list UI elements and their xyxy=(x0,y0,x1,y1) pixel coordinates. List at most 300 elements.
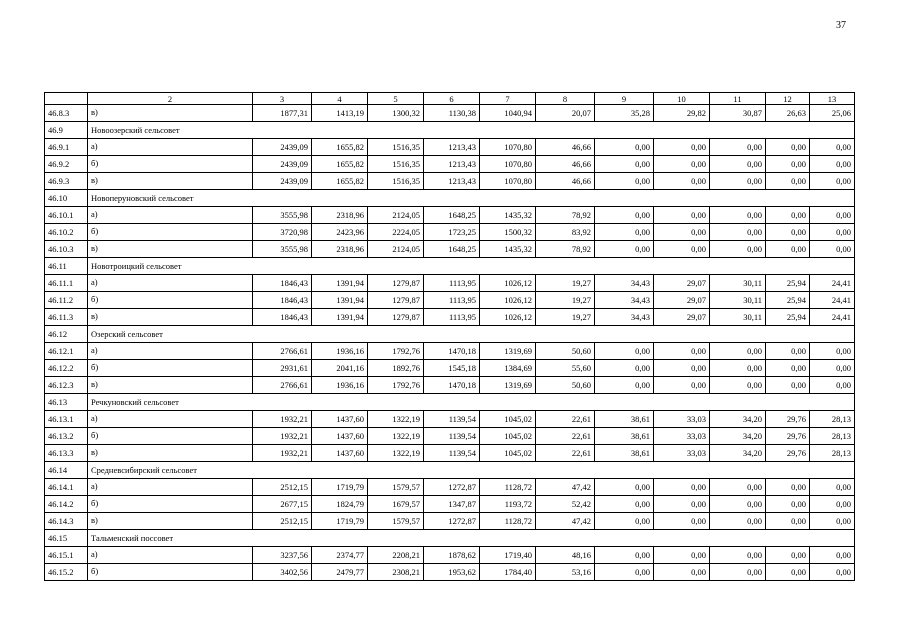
row-variant: в) xyxy=(88,241,253,258)
value-cell: 46,66 xyxy=(536,139,595,156)
row-code: 46.13.2 xyxy=(45,428,88,445)
row-variant: а) xyxy=(88,207,253,224)
value-cell: 1719,79 xyxy=(312,479,368,496)
value-cell: 1213,43 xyxy=(424,156,480,173)
column-header: 6 xyxy=(424,93,480,105)
section-title: Новоперуновский сельсовет xyxy=(88,190,855,207)
value-cell: 0,00 xyxy=(654,479,710,496)
value-cell: 1322,19 xyxy=(368,428,424,445)
table-row xyxy=(45,207,855,224)
value-cell: 25,94 xyxy=(766,275,810,292)
table-row xyxy=(45,224,855,241)
value-cell: 0,00 xyxy=(766,479,810,496)
section-title: Тальменский поссовет xyxy=(88,530,855,547)
table-header-row xyxy=(45,93,855,105)
value-cell: 0,00 xyxy=(710,207,766,224)
value-cell: 2766,61 xyxy=(253,343,312,360)
value-cell: 0,00 xyxy=(810,173,855,190)
value-cell: 1655,82 xyxy=(312,139,368,156)
table-row xyxy=(45,428,855,445)
row-variant: б) xyxy=(88,360,253,377)
value-cell: 1846,43 xyxy=(253,275,312,292)
value-cell: 33,03 xyxy=(654,445,710,462)
row-code: 46.10 xyxy=(45,190,88,207)
table-row xyxy=(45,479,855,496)
table-body xyxy=(45,93,855,581)
column-header: 9 xyxy=(595,93,654,105)
value-cell: 1391,94 xyxy=(312,309,368,326)
value-cell: 1936,16 xyxy=(312,377,368,394)
value-cell: 0,00 xyxy=(595,207,654,224)
value-cell: 53,16 xyxy=(536,564,595,581)
value-cell: 29,76 xyxy=(766,411,810,428)
row-code: 46.12.3 xyxy=(45,377,88,394)
value-cell: 0,00 xyxy=(654,377,710,394)
column-header: 3 xyxy=(253,93,312,105)
value-cell: 24,41 xyxy=(810,275,855,292)
value-cell: 0,00 xyxy=(710,564,766,581)
value-cell: 1878,62 xyxy=(424,547,480,564)
value-cell: 30,11 xyxy=(710,275,766,292)
value-cell: 2439,09 xyxy=(253,139,312,156)
value-cell: 2374,77 xyxy=(312,547,368,564)
value-cell: 0,00 xyxy=(595,513,654,530)
value-cell: 1040,94 xyxy=(480,105,536,122)
value-cell: 1824,79 xyxy=(312,496,368,513)
value-cell: 0,00 xyxy=(810,360,855,377)
row-variant: б) xyxy=(88,496,253,513)
row-code: 46.15.1 xyxy=(45,547,88,564)
column-header: 2 xyxy=(88,93,253,105)
value-cell: 47,42 xyxy=(536,479,595,496)
value-cell: 0,00 xyxy=(766,224,810,241)
row-code: 46.14.2 xyxy=(45,496,88,513)
table-row xyxy=(45,445,855,462)
row-code: 46.10.2 xyxy=(45,224,88,241)
table-row xyxy=(45,564,855,581)
value-cell: 1322,19 xyxy=(368,411,424,428)
value-cell: 0,00 xyxy=(654,173,710,190)
value-cell: 0,00 xyxy=(810,343,855,360)
value-cell: 1070,80 xyxy=(480,173,536,190)
value-cell: 35,28 xyxy=(595,105,654,122)
value-cell: 0,00 xyxy=(654,156,710,173)
value-cell: 0,00 xyxy=(654,547,710,564)
value-cell: 0,00 xyxy=(654,496,710,513)
value-cell: 1128,72 xyxy=(480,479,536,496)
section-title: Новотроицкий сельсовет xyxy=(88,258,855,275)
value-cell: 0,00 xyxy=(766,564,810,581)
value-cell: 1437,60 xyxy=(312,428,368,445)
value-cell: 26,63 xyxy=(766,105,810,122)
value-cell: 1655,82 xyxy=(312,156,368,173)
value-cell: 0,00 xyxy=(810,377,855,394)
column-header: 11 xyxy=(710,93,766,105)
value-cell: 1347,87 xyxy=(424,496,480,513)
section-title: Новоозерский сельсовет xyxy=(88,122,855,139)
value-cell: 0,00 xyxy=(810,156,855,173)
row-variant: а) xyxy=(88,275,253,292)
value-cell: 0,00 xyxy=(710,547,766,564)
section-row xyxy=(45,462,855,479)
value-cell: 1391,94 xyxy=(312,275,368,292)
value-cell: 0,00 xyxy=(710,513,766,530)
value-cell: 30,11 xyxy=(710,292,766,309)
value-cell: 1139,54 xyxy=(424,411,480,428)
value-cell: 0,00 xyxy=(810,496,855,513)
value-cell: 1792,76 xyxy=(368,343,424,360)
value-cell: 3720,98 xyxy=(253,224,312,241)
value-cell: 0,00 xyxy=(810,564,855,581)
value-cell: 0,00 xyxy=(710,360,766,377)
column-header xyxy=(45,93,88,105)
value-cell: 2439,09 xyxy=(253,173,312,190)
row-code: 46.9.3 xyxy=(45,173,88,190)
value-cell: 1516,35 xyxy=(368,173,424,190)
row-code: 46.12.2 xyxy=(45,360,88,377)
row-code: 46.9.1 xyxy=(45,139,88,156)
value-cell: 34,43 xyxy=(595,309,654,326)
row-code: 46.14.3 xyxy=(45,513,88,530)
value-cell: 1026,12 xyxy=(480,292,536,309)
column-header: 5 xyxy=(368,93,424,105)
value-cell: 25,94 xyxy=(766,309,810,326)
value-cell: 30,87 xyxy=(710,105,766,122)
section-row xyxy=(45,258,855,275)
value-cell: 55,60 xyxy=(536,360,595,377)
row-code: 46.14 xyxy=(45,462,88,479)
value-cell: 38,61 xyxy=(595,411,654,428)
value-cell: 1319,69 xyxy=(480,343,536,360)
value-cell: 0,00 xyxy=(810,241,855,258)
value-cell: 1723,25 xyxy=(424,224,480,241)
value-cell: 1648,25 xyxy=(424,241,480,258)
row-variant: б) xyxy=(88,224,253,241)
value-cell: 0,00 xyxy=(654,564,710,581)
value-cell: 1319,69 xyxy=(480,377,536,394)
column-header: 10 xyxy=(654,93,710,105)
value-cell: 50,60 xyxy=(536,343,595,360)
row-code: 46.10.1 xyxy=(45,207,88,224)
value-cell: 48,16 xyxy=(536,547,595,564)
value-cell: 0,00 xyxy=(654,207,710,224)
row-variant: а) xyxy=(88,411,253,428)
value-cell: 24,41 xyxy=(810,309,855,326)
row-code: 46.12.1 xyxy=(45,343,88,360)
row-variant: в) xyxy=(88,105,253,122)
value-cell: 1113,95 xyxy=(424,292,480,309)
table-row xyxy=(45,105,855,122)
value-cell: 25,94 xyxy=(766,292,810,309)
value-cell: 1384,69 xyxy=(480,360,536,377)
value-cell: 2308,21 xyxy=(368,564,424,581)
value-cell: 3555,98 xyxy=(253,207,312,224)
value-cell: 1026,12 xyxy=(480,309,536,326)
value-cell: 1279,87 xyxy=(368,309,424,326)
value-cell: 1953,62 xyxy=(424,564,480,581)
value-cell: 3402,56 xyxy=(253,564,312,581)
value-cell: 1784,40 xyxy=(480,564,536,581)
table-row xyxy=(45,343,855,360)
value-cell: 29,76 xyxy=(766,428,810,445)
row-variant: а) xyxy=(88,343,253,360)
value-cell: 1435,32 xyxy=(480,207,536,224)
value-cell: 1719,79 xyxy=(312,513,368,530)
value-cell: 46,66 xyxy=(536,173,595,190)
value-cell: 33,03 xyxy=(654,428,710,445)
value-cell: 1679,57 xyxy=(368,496,424,513)
value-cell: 1932,21 xyxy=(253,428,312,445)
value-cell: 0,00 xyxy=(766,360,810,377)
value-cell: 3555,98 xyxy=(253,241,312,258)
table-row xyxy=(45,173,855,190)
value-cell: 0,00 xyxy=(810,224,855,241)
value-cell: 1470,18 xyxy=(424,377,480,394)
row-variant: в) xyxy=(88,173,253,190)
value-cell: 0,00 xyxy=(710,173,766,190)
value-cell: 1113,95 xyxy=(424,309,480,326)
table-row xyxy=(45,360,855,377)
value-cell: 0,00 xyxy=(654,360,710,377)
value-cell: 1139,54 xyxy=(424,428,480,445)
value-cell: 34,43 xyxy=(595,275,654,292)
row-code: 46.9.2 xyxy=(45,156,88,173)
value-cell: 1846,43 xyxy=(253,292,312,309)
row-code: 46.13.1 xyxy=(45,411,88,428)
value-cell: 34,20 xyxy=(710,411,766,428)
column-header: 4 xyxy=(312,93,368,105)
value-cell: 0,00 xyxy=(810,513,855,530)
value-cell: 1516,35 xyxy=(368,156,424,173)
value-cell: 1655,82 xyxy=(312,173,368,190)
value-cell: 0,00 xyxy=(595,377,654,394)
value-cell: 1213,43 xyxy=(424,173,480,190)
value-cell: 0,00 xyxy=(810,207,855,224)
row-code: 46.11 xyxy=(45,258,88,275)
value-cell: 1545,18 xyxy=(424,360,480,377)
value-cell: 1435,32 xyxy=(480,241,536,258)
value-cell: 29,07 xyxy=(654,275,710,292)
value-cell: 1470,18 xyxy=(424,343,480,360)
value-cell: 1932,21 xyxy=(253,445,312,462)
page-number: 37 xyxy=(836,20,846,31)
value-cell: 0,00 xyxy=(595,547,654,564)
value-cell: 0,00 xyxy=(710,343,766,360)
value-cell: 2208,21 xyxy=(368,547,424,564)
value-cell: 0,00 xyxy=(710,156,766,173)
value-cell: 29,82 xyxy=(654,105,710,122)
row-variant: б) xyxy=(88,292,253,309)
value-cell: 1437,60 xyxy=(312,411,368,428)
section-row xyxy=(45,394,855,411)
value-cell: 1437,60 xyxy=(312,445,368,462)
value-cell: 28,13 xyxy=(810,411,855,428)
column-header: 7 xyxy=(480,93,536,105)
value-cell: 46,66 xyxy=(536,156,595,173)
value-cell: 22,61 xyxy=(536,411,595,428)
value-cell: 2512,15 xyxy=(253,479,312,496)
value-cell: 1413,19 xyxy=(312,105,368,122)
value-cell: 0,00 xyxy=(595,496,654,513)
value-cell: 0,00 xyxy=(654,343,710,360)
value-cell: 1070,80 xyxy=(480,156,536,173)
value-cell: 0,00 xyxy=(710,224,766,241)
value-cell: 0,00 xyxy=(710,139,766,156)
table-row xyxy=(45,377,855,394)
table-row xyxy=(45,411,855,428)
value-cell: 33,03 xyxy=(654,411,710,428)
value-cell: 1500,32 xyxy=(480,224,536,241)
value-cell: 29,76 xyxy=(766,445,810,462)
row-code: 46.11.1 xyxy=(45,275,88,292)
row-variant: в) xyxy=(88,377,253,394)
value-cell: 2041,16 xyxy=(312,360,368,377)
value-cell: 1113,95 xyxy=(424,275,480,292)
value-cell: 0,00 xyxy=(766,547,810,564)
row-code: 46.9 xyxy=(45,122,88,139)
table-row xyxy=(45,275,855,292)
value-cell: 2931,61 xyxy=(253,360,312,377)
value-cell: 0,00 xyxy=(710,479,766,496)
value-cell: 0,00 xyxy=(595,479,654,496)
value-cell: 1045,02 xyxy=(480,445,536,462)
value-cell: 0,00 xyxy=(595,360,654,377)
row-variant: в) xyxy=(88,513,253,530)
table-row xyxy=(45,513,855,530)
value-cell: 34,20 xyxy=(710,445,766,462)
value-cell: 1579,57 xyxy=(368,513,424,530)
column-header: 12 xyxy=(766,93,810,105)
row-variant: б) xyxy=(88,156,253,173)
value-cell: 1213,43 xyxy=(424,139,480,156)
value-cell: 2224,05 xyxy=(368,224,424,241)
value-cell: 0,00 xyxy=(710,377,766,394)
value-cell: 0,00 xyxy=(766,377,810,394)
value-cell: 29,07 xyxy=(654,309,710,326)
value-cell: 0,00 xyxy=(654,139,710,156)
column-header: 8 xyxy=(536,93,595,105)
row-code: 46.15 xyxy=(45,530,88,547)
value-cell: 28,13 xyxy=(810,445,855,462)
value-cell: 1300,32 xyxy=(368,105,424,122)
value-cell: 34,20 xyxy=(710,428,766,445)
row-code: 46.11.2 xyxy=(45,292,88,309)
value-cell: 1128,72 xyxy=(480,513,536,530)
row-code: 46.12 xyxy=(45,326,88,343)
row-code: 46.15.2 xyxy=(45,564,88,581)
value-cell: 1877,31 xyxy=(253,105,312,122)
row-code: 46.14.1 xyxy=(45,479,88,496)
value-cell: 2439,09 xyxy=(253,156,312,173)
table-row xyxy=(45,156,855,173)
value-cell: 2318,96 xyxy=(312,241,368,258)
value-cell: 19,27 xyxy=(536,309,595,326)
value-cell: 50,60 xyxy=(536,377,595,394)
value-cell: 1139,54 xyxy=(424,445,480,462)
value-cell: 1272,87 xyxy=(424,513,480,530)
row-code: 46.11.3 xyxy=(45,309,88,326)
value-cell: 1026,12 xyxy=(480,275,536,292)
section-row xyxy=(45,530,855,547)
section-row xyxy=(45,190,855,207)
section-title: Средневсибирский сельсовет xyxy=(88,462,855,479)
value-cell: 0,00 xyxy=(766,139,810,156)
value-cell: 0,00 xyxy=(595,564,654,581)
value-cell: 20,07 xyxy=(536,105,595,122)
value-cell: 1936,16 xyxy=(312,343,368,360)
value-cell: 1579,57 xyxy=(368,479,424,496)
value-cell: 0,00 xyxy=(766,513,810,530)
value-cell: 2423,96 xyxy=(312,224,368,241)
value-cell: 3237,56 xyxy=(253,547,312,564)
value-cell: 0,00 xyxy=(766,241,810,258)
row-variant: а) xyxy=(88,547,253,564)
value-cell: 0,00 xyxy=(654,224,710,241)
value-cell: 2318,96 xyxy=(312,207,368,224)
value-cell: 1892,76 xyxy=(368,360,424,377)
value-cell: 22,61 xyxy=(536,428,595,445)
value-cell: 38,61 xyxy=(595,428,654,445)
value-cell: 1279,87 xyxy=(368,275,424,292)
tariff-table xyxy=(44,92,855,581)
value-cell: 0,00 xyxy=(595,173,654,190)
value-cell: 0,00 xyxy=(810,547,855,564)
value-cell: 1719,40 xyxy=(480,547,536,564)
value-cell: 22,61 xyxy=(536,445,595,462)
table-row xyxy=(45,139,855,156)
value-cell: 1272,87 xyxy=(424,479,480,496)
column-header: 13 xyxy=(810,93,855,105)
row-variant: а) xyxy=(88,479,253,496)
value-cell: 2766,61 xyxy=(253,377,312,394)
row-variant: а) xyxy=(88,139,253,156)
section-row xyxy=(45,326,855,343)
table-row xyxy=(45,547,855,564)
value-cell: 28,13 xyxy=(810,428,855,445)
value-cell: 0,00 xyxy=(766,173,810,190)
value-cell: 1045,02 xyxy=(480,428,536,445)
value-cell: 0,00 xyxy=(595,156,654,173)
value-cell: 0,00 xyxy=(710,496,766,513)
row-variant: б) xyxy=(88,428,253,445)
row-variant: б) xyxy=(88,564,253,581)
value-cell: 25,06 xyxy=(810,105,855,122)
value-cell: 0,00 xyxy=(654,241,710,258)
row-code: 46.10.3 xyxy=(45,241,88,258)
value-cell: 0,00 xyxy=(595,224,654,241)
value-cell: 0,00 xyxy=(810,139,855,156)
value-cell: 83,92 xyxy=(536,224,595,241)
value-cell: 1792,76 xyxy=(368,377,424,394)
value-cell: 0,00 xyxy=(595,343,654,360)
value-cell: 2124,05 xyxy=(368,207,424,224)
table-row xyxy=(45,241,855,258)
value-cell: 1391,94 xyxy=(312,292,368,309)
row-variant: в) xyxy=(88,309,253,326)
value-cell: 1932,21 xyxy=(253,411,312,428)
value-cell: 2677,15 xyxy=(253,496,312,513)
section-title: Озерский сельсовет xyxy=(88,326,855,343)
value-cell: 29,07 xyxy=(654,292,710,309)
value-cell: 47,42 xyxy=(536,513,595,530)
value-cell: 19,27 xyxy=(536,292,595,309)
value-cell: 2512,15 xyxy=(253,513,312,530)
value-cell: 1045,02 xyxy=(480,411,536,428)
row-code: 46.13.3 xyxy=(45,445,88,462)
value-cell: 0,00 xyxy=(595,139,654,156)
value-cell: 1648,25 xyxy=(424,207,480,224)
value-cell: 34,43 xyxy=(595,292,654,309)
